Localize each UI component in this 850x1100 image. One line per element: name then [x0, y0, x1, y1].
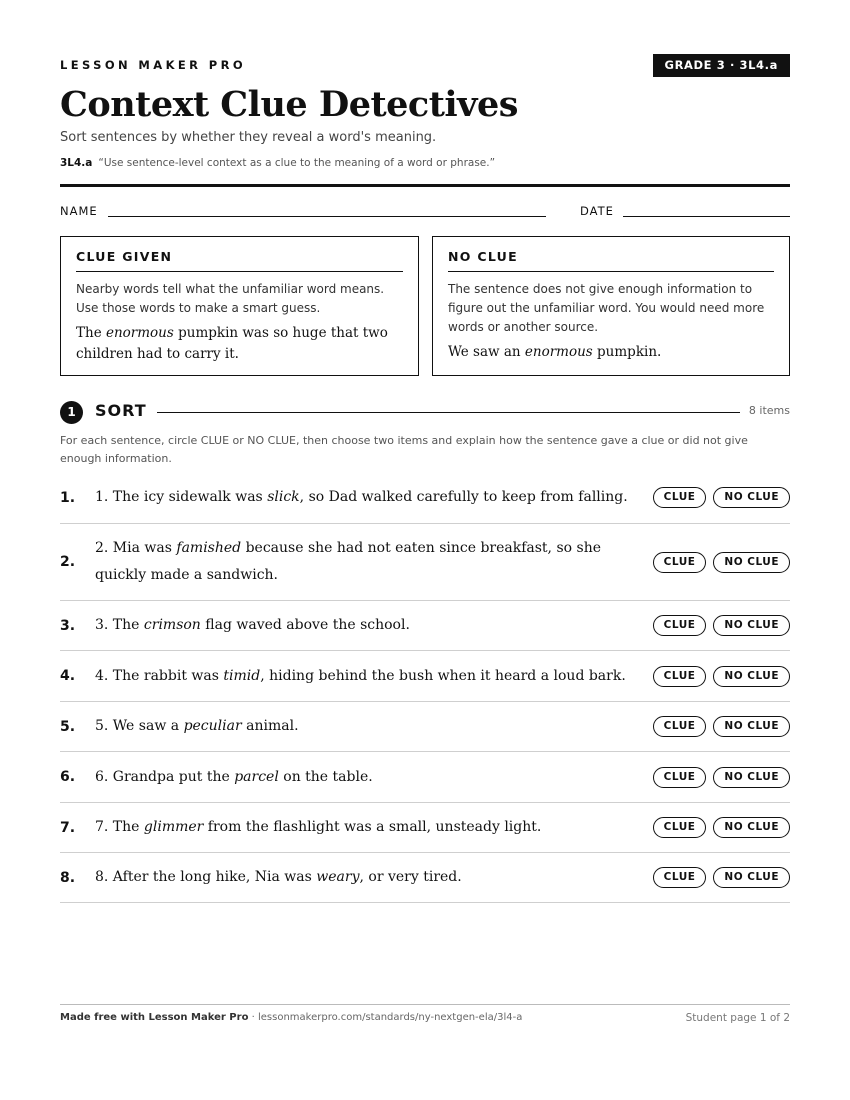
list-item: [60, 702, 790, 752]
item-number: 2.: [60, 554, 76, 570]
list-item: [60, 803, 790, 853]
page-title: Context Clue Detectives: [60, 84, 518, 125]
vocab-word: famished: [176, 540, 242, 556]
list-item: [60, 601, 790, 651]
footer-credit: Made free with Lesson Maker Pro · lessonmakerpro.com/standards/ny-nextgen-ela/3l4-a: [60, 1012, 523, 1023]
section-number-badge: 1: [60, 401, 83, 424]
clue-choice[interactable]: CLUE: [653, 817, 707, 838]
section-title: SORT: [95, 401, 147, 420]
example-vocab-word: enormous: [524, 344, 593, 360]
item-count: 8 items: [748, 404, 790, 417]
list-item: [60, 752, 790, 803]
choice-group: [635, 666, 790, 687]
item-sentence: 6. Grandpa put the parcel on the table.: [95, 768, 373, 785]
choice-group: [635, 767, 790, 788]
no-clue-choice[interactable]: NO CLUE: [713, 615, 790, 636]
list-item: [60, 472, 790, 524]
choice-group: [635, 716, 790, 737]
footer-made-with: Made free with Lesson Maker Pro: [60, 1012, 249, 1023]
page-indicator: Student page 1 of 2: [685, 1012, 790, 1024]
page-subtitle: Sort sentences by whether they reveal a word's meaning.: [60, 130, 437, 145]
sentence-list: [60, 472, 790, 903]
sort-section-header: [60, 400, 790, 424]
no-clue-example: We saw an enormous pumpkin.: [448, 344, 662, 360]
section-divider: [157, 412, 740, 413]
vocab-word: peculiar: [183, 718, 242, 734]
clue-given-description: Nearby words tell what the unfamiliar word means. Use those words to make a smart guess.: [76, 282, 385, 315]
date-label: DATE: [580, 204, 614, 218]
clue-given-example: The enormous pumpkin was so huge that two children had to carry it.: [76, 325, 388, 362]
header-divider: [60, 184, 790, 187]
clue-choice[interactable]: CLUE: [653, 487, 707, 508]
example-vocab-word: enormous: [105, 325, 174, 341]
brand-name: LESSON MAKER PRO: [60, 58, 247, 72]
clue-choice[interactable]: CLUE: [653, 615, 707, 636]
item-number: 1.: [60, 489, 76, 506]
no-clue-choice[interactable]: NO CLUE: [713, 666, 790, 687]
choice-group: [635, 867, 790, 888]
no-clue-choice[interactable]: NO CLUE: [713, 716, 790, 737]
no-clue-choice[interactable]: NO CLUE: [713, 767, 790, 788]
item-number: 7.: [60, 819, 76, 836]
no-clue-choice[interactable]: NO CLUE: [713, 867, 790, 888]
item-sentence: 5. We saw a peculiar animal.: [95, 718, 299, 734]
clue-choice[interactable]: CLUE: [653, 666, 707, 687]
item-sentence: 2. Mia was famished because she had not eaten since breakfast, so she quickly made a sandwich.: [95, 540, 602, 583]
clue-choice[interactable]: CLUE: [653, 552, 707, 573]
sort-instructions: For each sentence, circle CLUE or NO CLUE, then choose two items and explain how the sentence gave a clue or did not give enough information.: [60, 434, 748, 465]
vocab-word: glimmer: [143, 819, 204, 835]
list-item: [60, 853, 790, 903]
item-sentence: 7. The glimmer from the flashlight was a small, unsteady light.: [95, 819, 542, 835]
clue-choice[interactable]: CLUE: [653, 767, 707, 788]
item-number: 5.: [60, 718, 76, 735]
student-info-row: [60, 204, 790, 220]
item-sentence: 8. After the long hike, Nia was weary, or very tired.: [95, 869, 462, 885]
item-number: 3.: [60, 617, 76, 634]
clue-choice[interactable]: CLUE: [653, 716, 707, 737]
list-item: [60, 651, 790, 702]
worksheet-page: [60, 0, 790, 1100]
vocab-word: slick: [267, 489, 300, 505]
name-label: NAME: [60, 204, 98, 218]
standard-code: 3L4.a: [60, 157, 93, 169]
choice-group: [635, 817, 790, 838]
no-clue-title: NO CLUE: [448, 249, 774, 272]
item-number: 6.: [60, 769, 76, 785]
no-clue-choice[interactable]: NO CLUE: [713, 552, 790, 573]
no-clue-description: The sentence does not give enough information to figure out the unfamiliar word. You would need more words or another source.: [448, 282, 765, 334]
standard-reference: [60, 157, 495, 169]
vocab-word: timid: [223, 667, 261, 684]
date-field[interactable]: [623, 216, 790, 217]
no-clue-choice[interactable]: NO CLUE: [713, 817, 790, 838]
choice-group: [635, 552, 790, 573]
clue-given-box: [60, 236, 419, 376]
item-sentence: 3. The crimson flag waved above the school.: [95, 617, 410, 633]
item-number: 4.: [60, 668, 76, 684]
no-clue-choice[interactable]: NO CLUE: [713, 487, 790, 508]
item-sentence: 4. The rabbit was timid, hiding behind the bush when it heard a loud bark.: [95, 667, 626, 684]
item-sentence: 1. The icy sidewalk was slick, so Dad walked carefully to keep from falling.: [95, 489, 628, 505]
no-clue-box: [432, 236, 790, 376]
footer-divider: [60, 1004, 790, 1005]
clue-given-title: CLUE GIVEN: [76, 249, 403, 272]
clue-choice[interactable]: CLUE: [653, 867, 707, 888]
list-item: [60, 524, 790, 601]
item-number: 8.: [60, 869, 76, 886]
grade-badge: GRADE 3 · 3L4.a: [653, 54, 790, 77]
standard-text: “Use sentence-level context as a clue to the meaning of a word or phrase.”: [98, 157, 496, 169]
footer-url[interactable]: lessonmakerpro.com/standards/ny-nextgen-ela/3l4-a: [257, 1012, 523, 1023]
name-field[interactable]: [108, 216, 546, 217]
choice-group: [635, 487, 790, 508]
vocab-word: weary: [316, 869, 360, 885]
vocab-word: crimson: [143, 617, 201, 633]
choice-group: [635, 615, 790, 636]
vocab-word: parcel: [234, 768, 279, 785]
